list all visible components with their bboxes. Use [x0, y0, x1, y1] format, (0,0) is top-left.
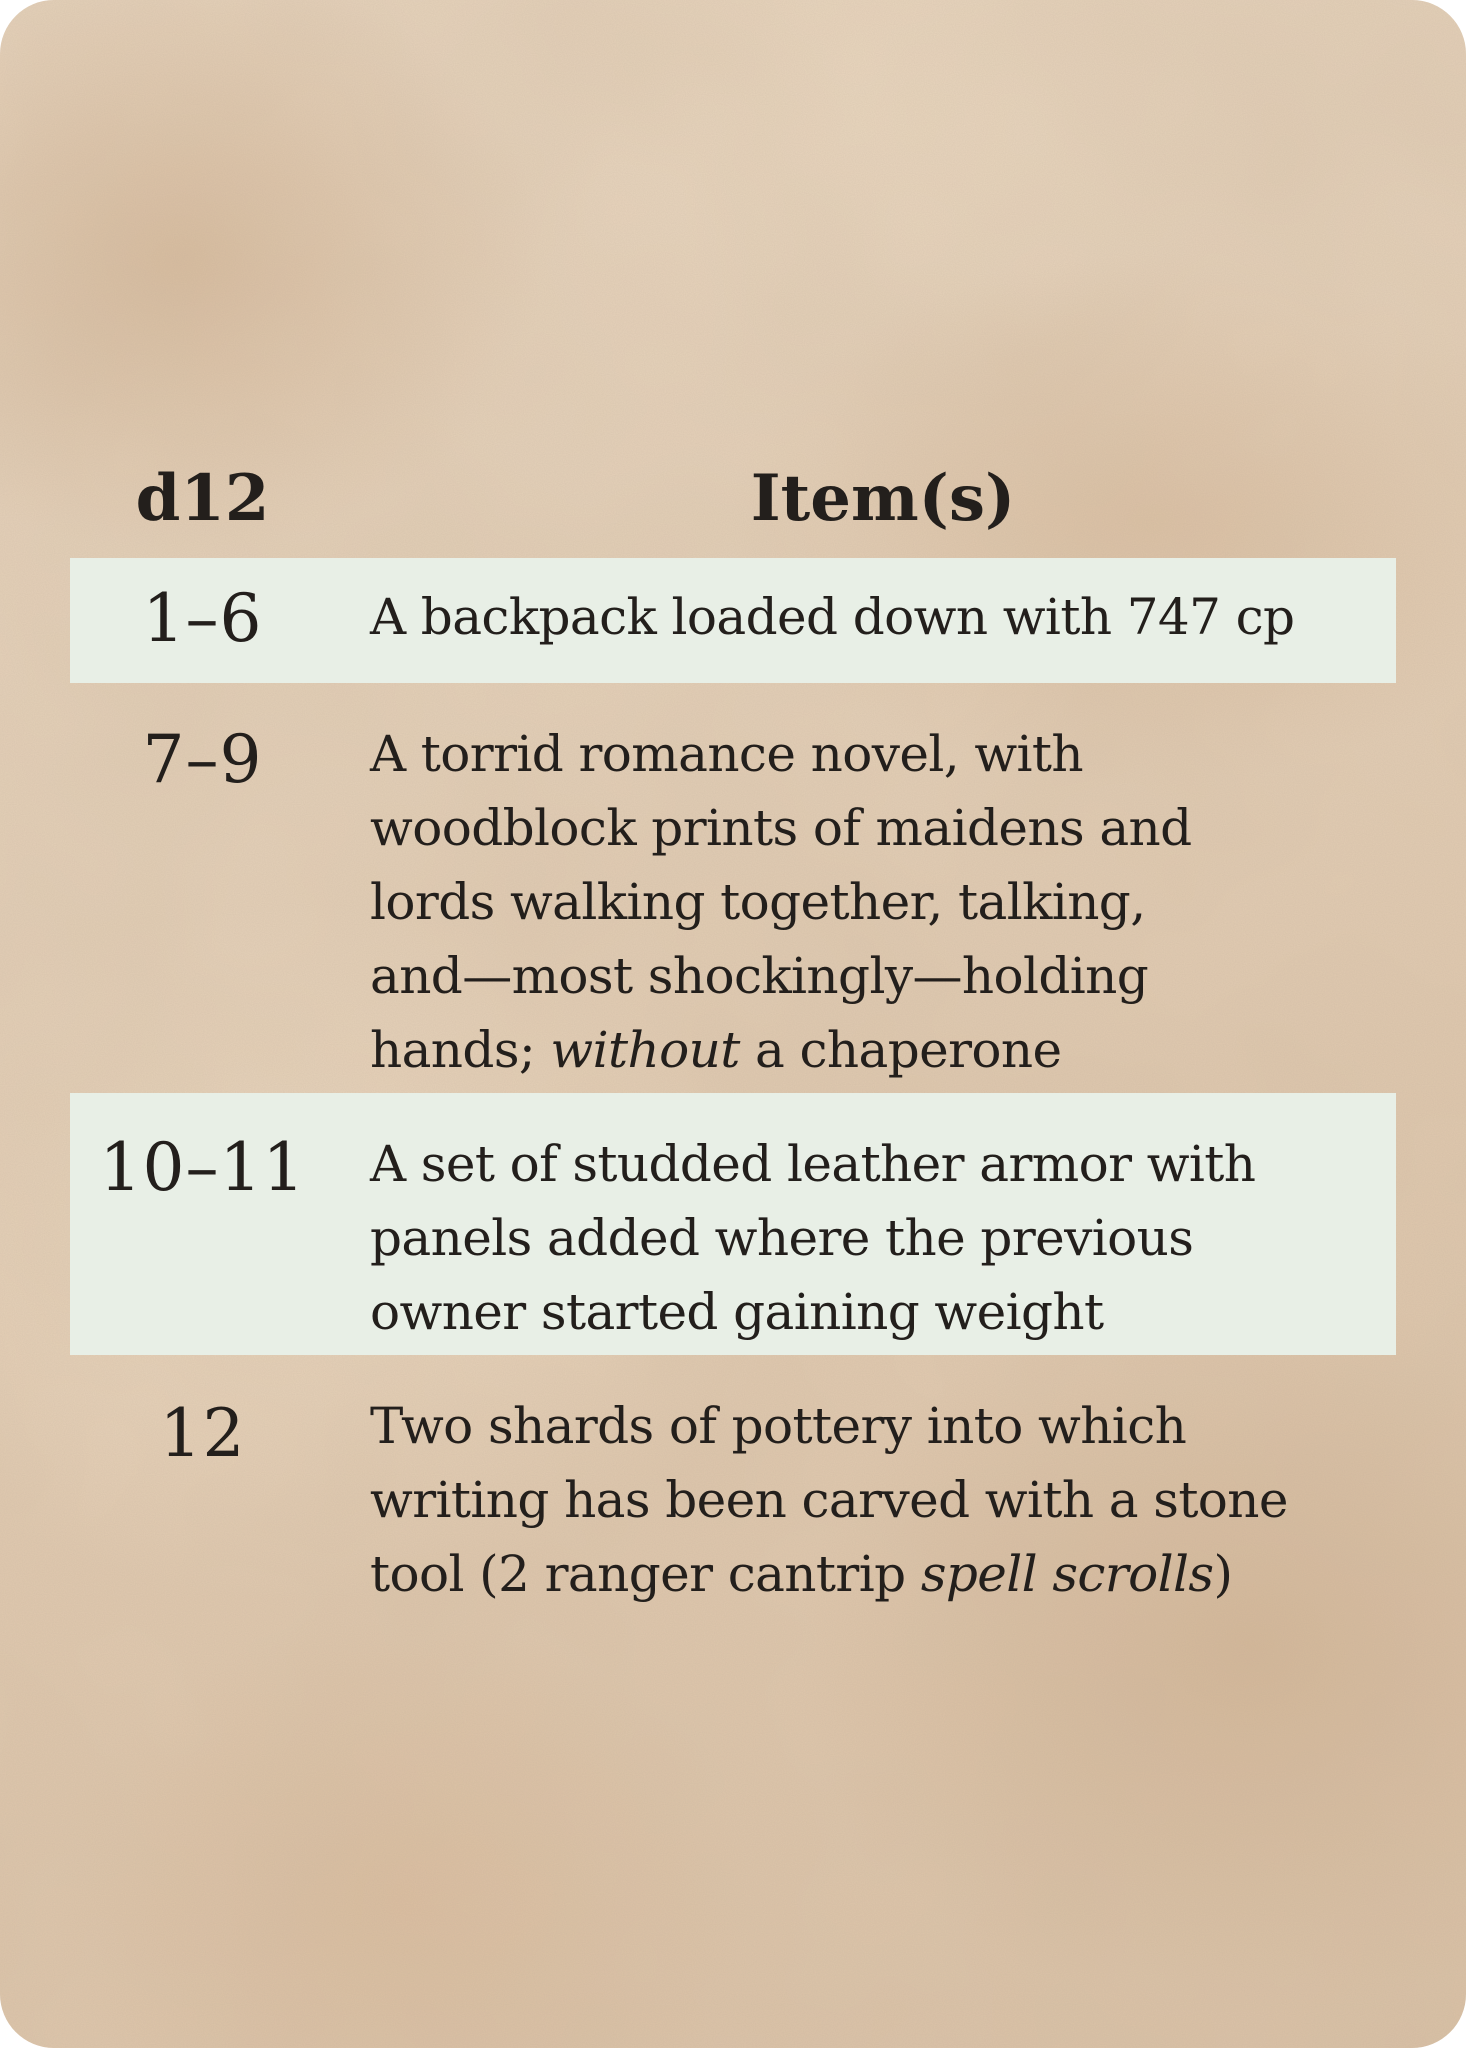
table-row — [70, 1093, 1396, 1355]
description-text: woodblock prints of maidens and — [370, 799, 1192, 857]
item-description — [370, 683, 1366, 1087]
description-text: tool (2 ranger cantrip — [370, 1545, 921, 1603]
item-description — [370, 1355, 1366, 1611]
description-text: ) — [1213, 1545, 1233, 1603]
italic-text: spell scrolls — [920, 1545, 1214, 1603]
description-text: lords walking together, talking, — [370, 873, 1146, 931]
description-line — [370, 717, 1366, 791]
description-line — [370, 1537, 1366, 1611]
description-text: A set of studded leather armor with — [370, 1135, 1256, 1193]
description-text: and—most shockingly—holding — [370, 947, 1149, 1005]
description-line — [370, 1463, 1366, 1537]
description-text: hands; — [370, 1021, 551, 1079]
description-line — [370, 1201, 1366, 1275]
header-roll: d12 — [135, 461, 270, 536]
table-header — [70, 440, 1396, 558]
description-text: panels added where the previous — [370, 1209, 1194, 1267]
description-line — [370, 1013, 1366, 1087]
item-description — [370, 1093, 1366, 1349]
roll-range: 12 — [159, 1395, 246, 1472]
header-item: Item(s) — [750, 461, 1016, 536]
item-description — [370, 558, 1366, 654]
roll-range: 10–11 — [99, 1129, 306, 1206]
description-text: A backpack loaded down with 747 cp — [370, 588, 1295, 646]
description-text: Two shards of pottery into which — [370, 1397, 1187, 1455]
table-row — [70, 558, 1396, 683]
table-row — [70, 683, 1396, 1093]
description-text: a chaperone — [739, 1021, 1062, 1079]
description-line — [370, 939, 1366, 1013]
description-text: A torrid romance novel, with — [370, 725, 1084, 783]
item-table — [70, 440, 1396, 1617]
italic-text: without — [550, 1021, 740, 1079]
roll-range: 1–6 — [142, 580, 263, 657]
roll-range: 7–9 — [142, 721, 263, 798]
description-line — [370, 1127, 1366, 1201]
description-line — [370, 865, 1366, 939]
description-line — [370, 1275, 1366, 1349]
table-row — [70, 1355, 1396, 1617]
description-line — [370, 580, 1366, 654]
description-line — [370, 791, 1366, 865]
description-text: owner started gaining weight — [370, 1283, 1104, 1341]
description-line — [370, 1389, 1366, 1463]
description-text: writing has been carved with a stone — [370, 1471, 1288, 1529]
